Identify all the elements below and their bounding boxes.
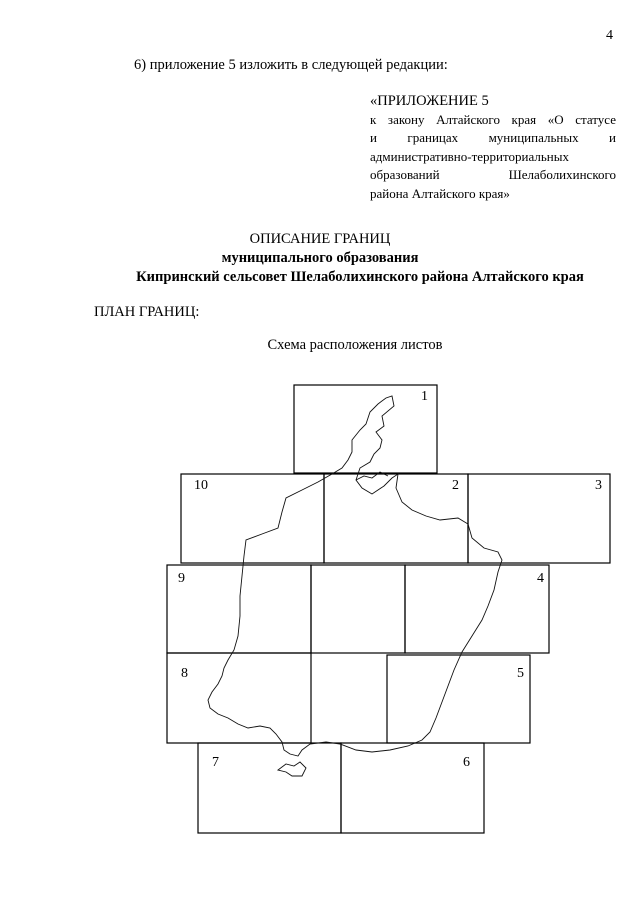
sheet-frame-1 [294,385,437,473]
sheet-frame-10 [181,474,324,563]
sheet-frame-8 [167,653,311,743]
document-title: ОПИСАНИЕ ГРАНИЦ [249,231,391,247]
boundary-notch [356,472,388,480]
sheet-frame-2 [324,474,468,563]
appendix-line: и границах муниципальных и [370,130,616,145]
sheet-frame-9 [167,565,311,653]
sheet-frame-4 [405,565,549,653]
sheet-number: 8 [181,666,188,681]
sheet-number: 4 [537,571,544,586]
appendix-line: «ПРИЛОЖЕНИЕ 5 [370,93,489,109]
document-subtitle-municipality: Кипринский сельсовет Шелаболихинского района Алтайского края [136,269,584,285]
appendix-line: образований Шелаболихинского [370,167,616,182]
plan-label: ПЛАН ГРАНИЦ: [94,304,200,320]
sheet-frame-7 [198,743,341,833]
sheet-frame-3 [468,474,610,563]
sheet-number: 9 [178,571,185,586]
appendix-header [370,92,616,203]
boundary-enclave [278,762,306,776]
appendix-line: административно-территориальных [370,148,569,164]
sheet-frame-middle [311,565,405,653]
document-subtitle: муниципального образования [221,250,419,266]
appendix-line: к закону Алтайского края «О статусе [370,111,616,127]
sheet-number: 2 [452,478,459,493]
sheet-frame-5 [387,655,530,743]
sheet-number: 3 [595,478,602,493]
sheet-number: 5 [517,666,524,681]
sheet-frame-6 [341,743,484,833]
amendment-item: 6) приложение 5 изложить в следующей редакции: [134,57,448,73]
municipal-boundary-line [208,396,502,756]
scheme-caption: Схема расположения листов [267,337,443,353]
sheet-number: 7 [212,755,219,770]
appendix-line: района Алтайского края» [370,185,510,201]
page-number: 4 [606,28,613,43]
sheet-number: 6 [463,755,470,770]
sheet-number: 1 [421,389,428,404]
sheet-number: 10 [194,478,208,493]
